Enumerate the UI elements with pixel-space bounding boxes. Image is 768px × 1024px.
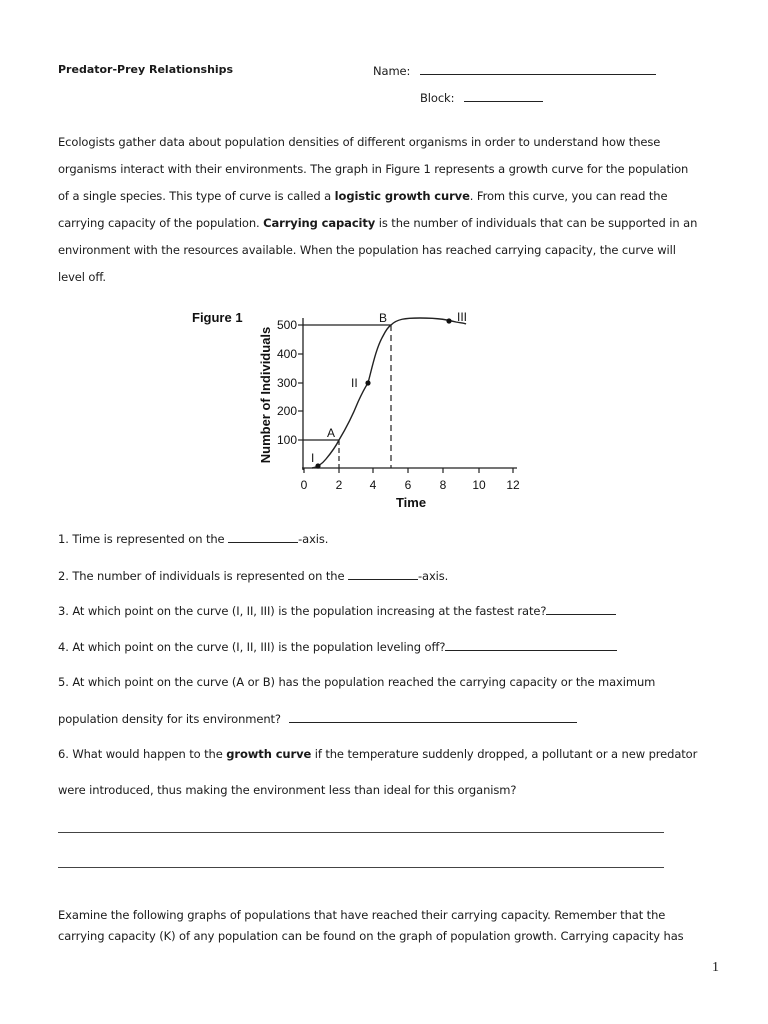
point-i-marker xyxy=(315,463,320,468)
point-iii-marker xyxy=(446,318,451,323)
svg-text:500: 500 xyxy=(276,318,297,332)
question-text: What would happen to the xyxy=(72,747,227,761)
svg-text:12: 12 xyxy=(506,478,520,492)
intro-text: organisms interact with their environments. The graph in Figure 1 represents a growth curve for the population xyxy=(58,162,689,176)
question-text: At which point on the curve (I, II, III) is the population increasing at the fastest rate? xyxy=(72,604,547,618)
svg-text:10: 10 xyxy=(472,478,486,492)
question-text: Time is represented on the xyxy=(72,532,229,546)
svg-text:4: 4 xyxy=(369,478,377,492)
intro-text: . From this curve, you can read the xyxy=(469,189,668,203)
answer-blank-5[interactable] xyxy=(289,711,577,723)
chart-title: Figure 1 xyxy=(192,310,243,325)
intro-text: is the number of individuals that can be supported in an xyxy=(375,216,698,230)
answer-blank-1[interactable] xyxy=(228,531,298,543)
point-ii-marker xyxy=(365,380,370,385)
term-logistic-growth-curve: logistic growth curve xyxy=(334,189,470,203)
y-ticks xyxy=(298,325,303,440)
answer-blank-2[interactable] xyxy=(348,568,418,580)
question-text: The number of individuals is represented on the xyxy=(72,569,348,583)
answer-line-6b[interactable] xyxy=(58,867,664,868)
answer-blank-3[interactable] xyxy=(546,603,616,615)
svg-text:200: 200 xyxy=(276,404,297,418)
answer-blank-4[interactable] xyxy=(445,639,617,651)
question-text: were introduced, thus making the environment less than ideal for this organism? xyxy=(58,783,517,797)
question-number: 4. xyxy=(58,640,69,654)
question-6-line-1 xyxy=(58,747,697,761)
question-5-line-1 xyxy=(58,675,655,689)
closing-text: Examine the following graphs of populations that have reached their carrying capacity. Remember that the xyxy=(58,908,666,922)
svg-text:8: 8 xyxy=(439,478,447,492)
answer-line-6a[interactable] xyxy=(58,832,664,833)
question-text: At which point on the curve (A or B) has the population reached the carrying capacity or the maximum xyxy=(72,675,656,689)
question-5-line-2 xyxy=(58,711,577,726)
svg-text:300: 300 xyxy=(276,376,297,390)
closing-text: carrying capacity (K) of any population can be found on the graph of population growth. Carrying capacity has xyxy=(58,929,684,943)
question-number: 1. xyxy=(58,532,69,546)
closing-line-1 xyxy=(58,908,665,922)
y-tick-labels xyxy=(277,318,297,447)
point-labels xyxy=(311,310,467,465)
label-b: B xyxy=(379,311,388,325)
question-text: if the temperature suddenly dropped, a pollutant or a new predator xyxy=(311,747,698,761)
svg-text:400: 400 xyxy=(276,347,297,361)
intro-text: environment with the resources available. When the population has reached carrying capacity, the curve will xyxy=(58,243,676,257)
intro-text: level off. xyxy=(58,270,106,284)
question-6-line-2 xyxy=(58,783,516,797)
question-number: 6. xyxy=(58,747,69,761)
x-ticks xyxy=(304,468,513,473)
question-4 xyxy=(58,639,617,654)
term-growth-curve: growth curve xyxy=(226,747,312,761)
logistic-growth-curve xyxy=(312,318,466,468)
label-iii: III xyxy=(457,310,468,324)
question-number: 2. xyxy=(58,569,69,583)
question-1 xyxy=(58,531,328,546)
x-tick-labels xyxy=(301,478,520,492)
intro-text: Ecologists gather data about population densities of different organisms in order to understand how these xyxy=(58,135,661,149)
svg-text:100: 100 xyxy=(276,433,297,447)
x-axis-label: Time xyxy=(395,495,427,510)
svg-text:0: 0 xyxy=(300,478,308,492)
svg-text:6: 6 xyxy=(404,478,412,492)
question-text: At which point on the curve (I, II, III) is the population leveling off? xyxy=(72,640,446,654)
question-text: -axis. xyxy=(417,569,449,583)
intro-text: of a single species. This type of curve is called a xyxy=(58,189,335,203)
closing-line-2 xyxy=(58,929,684,943)
question-3 xyxy=(58,603,616,618)
label-ii: II xyxy=(351,376,358,390)
label-i: I xyxy=(311,451,315,465)
name-label: Name: xyxy=(373,64,411,78)
block-label: Block: xyxy=(420,91,455,105)
question-2 xyxy=(58,568,448,583)
intro-text: carrying capacity of the population. xyxy=(58,216,264,230)
y-axis-label: Number of Individuals xyxy=(258,326,273,464)
question-text: -axis. xyxy=(298,532,329,546)
label-a: A xyxy=(327,426,336,440)
question-number: 5. xyxy=(58,675,69,689)
question-text: population density for its environment? xyxy=(58,712,285,726)
page-number: 1 xyxy=(712,960,719,975)
worksheet-title: Predator-Prey Relationships xyxy=(58,63,234,76)
term-carrying-capacity: Carrying capacity xyxy=(263,216,376,230)
question-number: 3. xyxy=(58,604,69,618)
svg-text:2: 2 xyxy=(335,478,343,492)
